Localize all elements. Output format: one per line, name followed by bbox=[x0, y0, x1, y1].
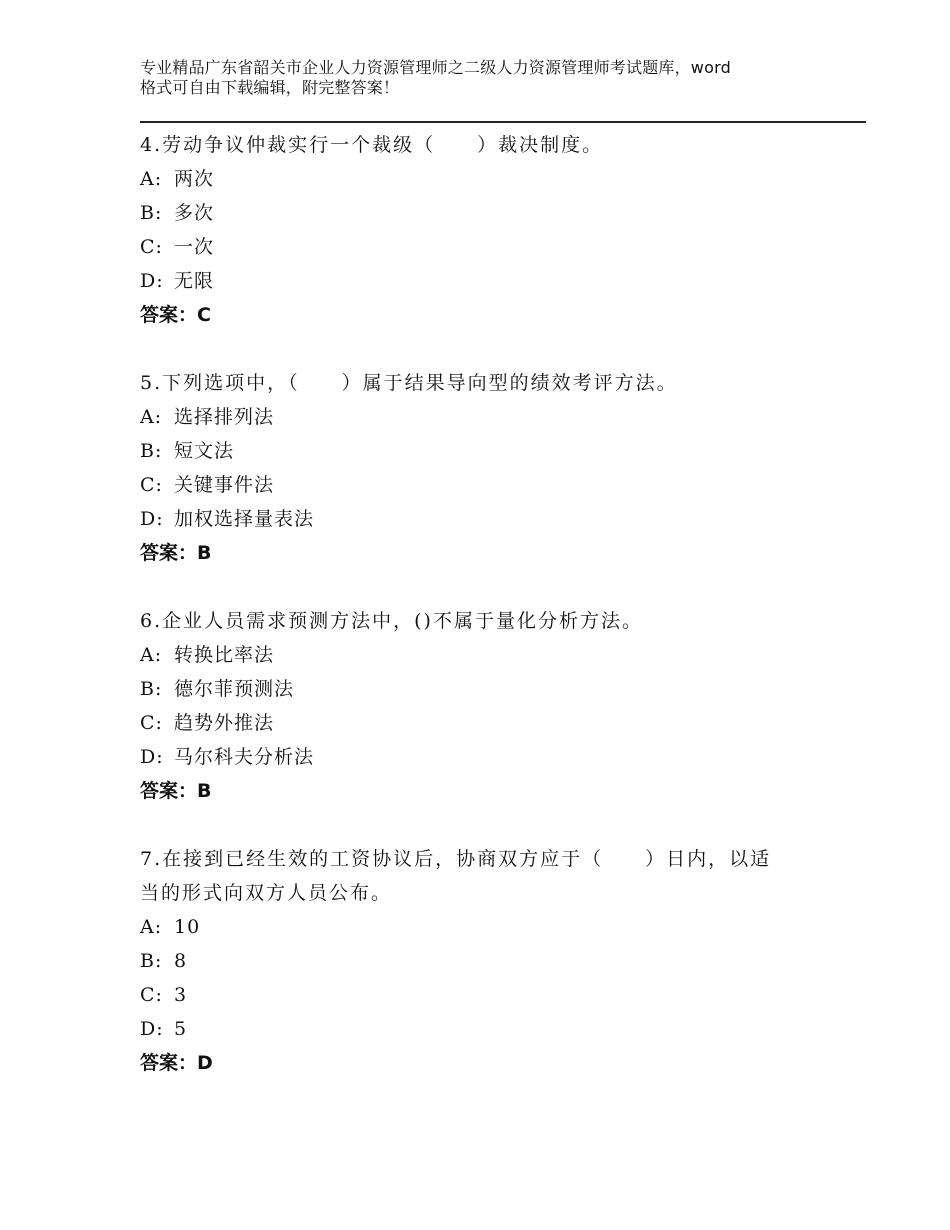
option-text: 短文法 bbox=[174, 440, 235, 462]
option-text: 两次 bbox=[174, 168, 215, 190]
question-4 bbox=[140, 128, 820, 332]
option-text: 5 bbox=[174, 1018, 188, 1040]
option-key: C: bbox=[140, 984, 163, 1006]
answer: 答案：B bbox=[140, 780, 212, 802]
option-d bbox=[140, 740, 820, 774]
option-c bbox=[140, 978, 820, 1012]
option-key: B: bbox=[140, 678, 163, 700]
question-list bbox=[140, 128, 820, 1114]
option-key: C: bbox=[140, 712, 163, 734]
option-b bbox=[140, 672, 820, 706]
option-a bbox=[140, 638, 820, 672]
option-d bbox=[140, 264, 820, 298]
option-text: 多次 bbox=[174, 202, 215, 224]
option-key: B: bbox=[140, 440, 163, 462]
question-6 bbox=[140, 604, 820, 808]
document-header bbox=[140, 58, 840, 98]
option-a bbox=[140, 400, 820, 434]
question-stem: 7.在接到已经生效的工资协议后，协商双方应于（ ）日内，以适 bbox=[140, 848, 772, 870]
option-key: D: bbox=[140, 508, 164, 530]
option-text: 8 bbox=[174, 950, 188, 972]
option-c bbox=[140, 230, 820, 264]
option-a bbox=[140, 910, 820, 944]
option-c bbox=[140, 468, 820, 502]
option-key: A: bbox=[140, 406, 163, 428]
option-a bbox=[140, 162, 820, 196]
option-text: 趋势外推法 bbox=[174, 712, 275, 734]
option-key: A: bbox=[140, 168, 163, 190]
option-key: B: bbox=[140, 202, 163, 224]
answer: 答案：C bbox=[140, 304, 211, 326]
option-text: 转换比率法 bbox=[174, 644, 275, 666]
option-b bbox=[140, 944, 820, 978]
option-text: 3 bbox=[174, 984, 188, 1006]
answer: 答案：B bbox=[140, 542, 212, 564]
option-b bbox=[140, 196, 820, 230]
option-key: D: bbox=[140, 270, 164, 292]
header-line-1: 专业精品广东省韶关市企业人力资源管理师之二级人力资源管理师考试题库，word bbox=[140, 58, 731, 77]
question-stem-continued: 当的形式向双方人员公布。 bbox=[140, 882, 393, 904]
option-text: 无限 bbox=[174, 270, 215, 292]
option-c bbox=[140, 706, 820, 740]
option-d bbox=[140, 502, 820, 536]
option-text: 选择排列法 bbox=[174, 406, 275, 428]
option-d bbox=[140, 1012, 820, 1046]
option-key: C: bbox=[140, 474, 163, 496]
option-key: A: bbox=[140, 916, 163, 938]
option-key: A: bbox=[140, 644, 163, 666]
question-7 bbox=[140, 842, 820, 1080]
option-key: D: bbox=[140, 746, 164, 768]
question-stem: 5.下列选项中，（ ）属于结果导向型的绩效考评方法。 bbox=[140, 372, 678, 394]
question-5 bbox=[140, 366, 820, 570]
option-key: D: bbox=[140, 1018, 164, 1040]
question-stem: 6.企业人员需求预测方法中，()不属于量化分析方法。 bbox=[140, 610, 643, 632]
option-text: 德尔菲预测法 bbox=[174, 678, 295, 700]
option-text: 马尔科夫分析法 bbox=[174, 746, 315, 768]
option-text: 一次 bbox=[174, 236, 215, 258]
option-text: 10 bbox=[174, 916, 201, 938]
header-line-2: 格式可自由下载编辑，附完整答案！ bbox=[140, 78, 400, 97]
option-key: B: bbox=[140, 950, 163, 972]
answer: 答案：D bbox=[140, 1052, 213, 1074]
question-stem: 4.劳动争议仲裁实行一个裁级（ ）裁决制度。 bbox=[140, 134, 604, 156]
option-key: C: bbox=[140, 236, 163, 258]
header-divider bbox=[140, 121, 866, 123]
option-b bbox=[140, 434, 820, 468]
option-text: 加权选择量表法 bbox=[174, 508, 315, 530]
option-text: 关键事件法 bbox=[174, 474, 275, 496]
